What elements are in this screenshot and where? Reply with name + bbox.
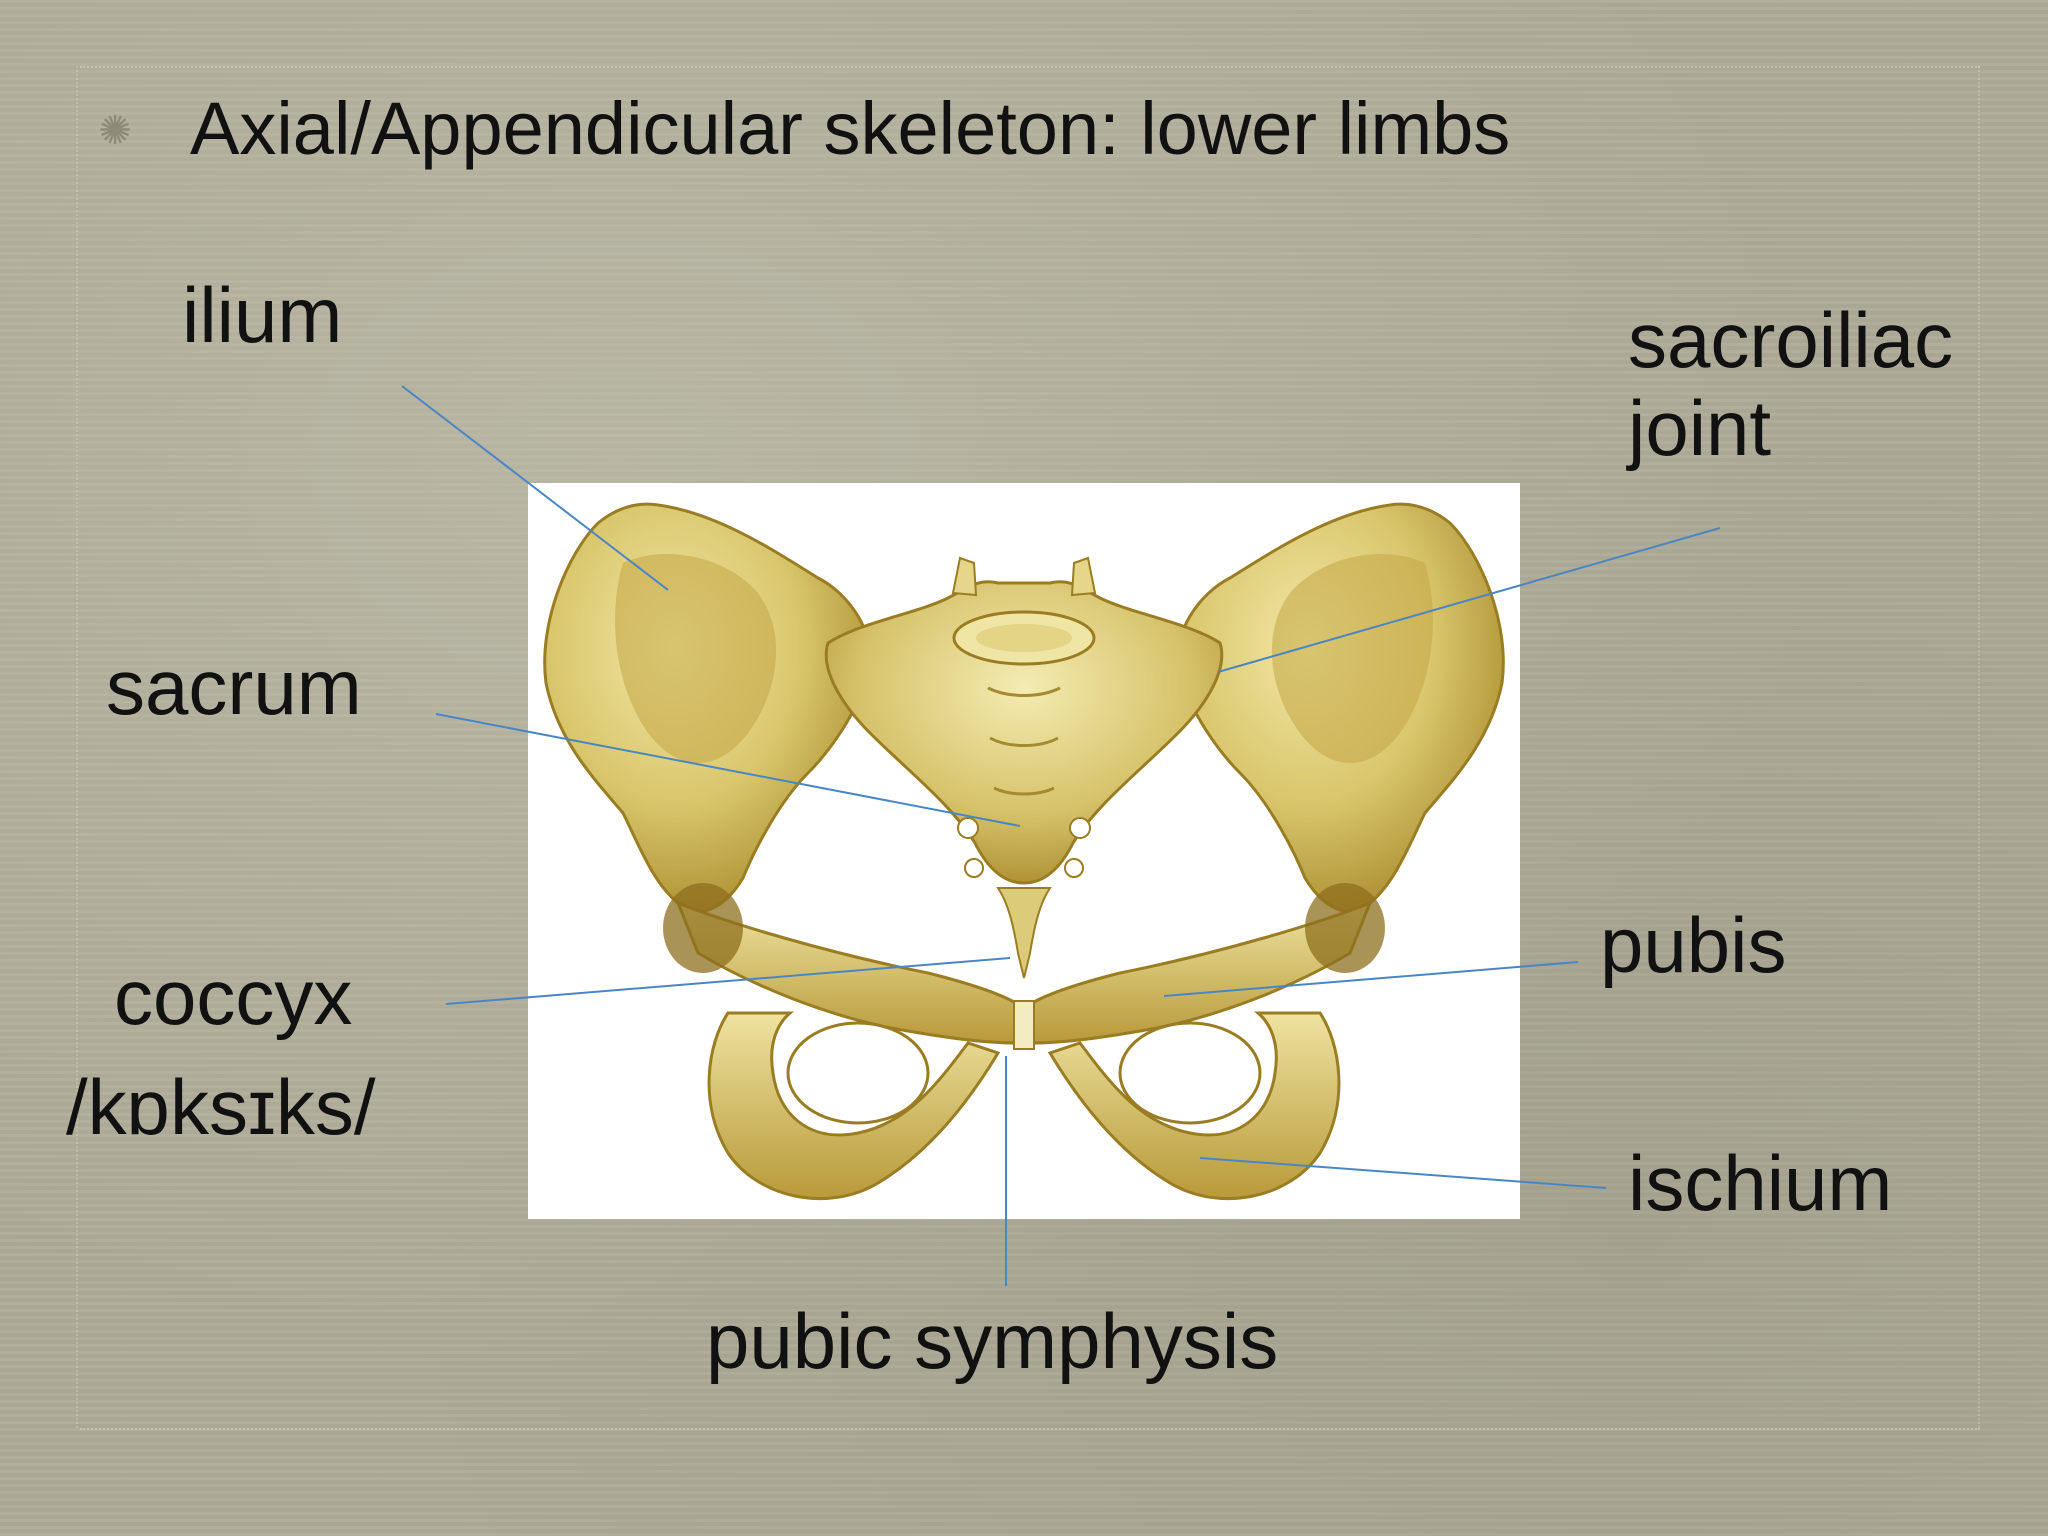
pubic-symphysis: [1014, 1001, 1034, 1049]
label-sacroiliac-joint: [1628, 296, 1953, 472]
top-divider: [80, 66, 1980, 68]
sacral-foramen: [1065, 859, 1083, 877]
frame-right-edge: [1978, 66, 1980, 1428]
label-ischium: ischium: [1628, 1139, 1893, 1227]
frame-left-edge: [76, 66, 78, 1428]
pelvis-figure: [528, 483, 1520, 1219]
left-acetabulum: [663, 883, 743, 973]
left-sacral-process: [953, 558, 976, 595]
label-sacroiliac-line1: sacroiliac: [1628, 296, 1954, 384]
pelvis-illustration: [528, 483, 1520, 1219]
sacral-body: [976, 624, 1072, 652]
bullet-icon: ✺: [98, 109, 132, 153]
sacral-foramen: [965, 859, 983, 877]
label-coccyx: coccyx: [114, 953, 353, 1041]
right-obturator-foramen: [1120, 1023, 1260, 1123]
sacral-foramen: [1070, 818, 1090, 838]
label-pubis: pubis: [1600, 901, 1787, 989]
left-obturator-foramen: [788, 1023, 928, 1123]
label-sacroiliac-line2: joint: [1628, 384, 1772, 472]
right-acetabulum: [1305, 883, 1385, 973]
coccyx: [998, 888, 1050, 978]
label-pubic-symphysis: pubic symphysis: [706, 1297, 1279, 1385]
label-ilium: ilium: [182, 271, 343, 359]
label-coccyx-pronunciation: /kɒksɪks/: [66, 1063, 376, 1151]
bottom-divider: [80, 1428, 1980, 1430]
slide-title: Axial/Appendicular skeleton: lower limbs: [190, 87, 1511, 170]
sacral-foramen: [958, 818, 978, 838]
right-sacral-process: [1072, 558, 1095, 595]
label-sacrum: sacrum: [106, 643, 362, 731]
